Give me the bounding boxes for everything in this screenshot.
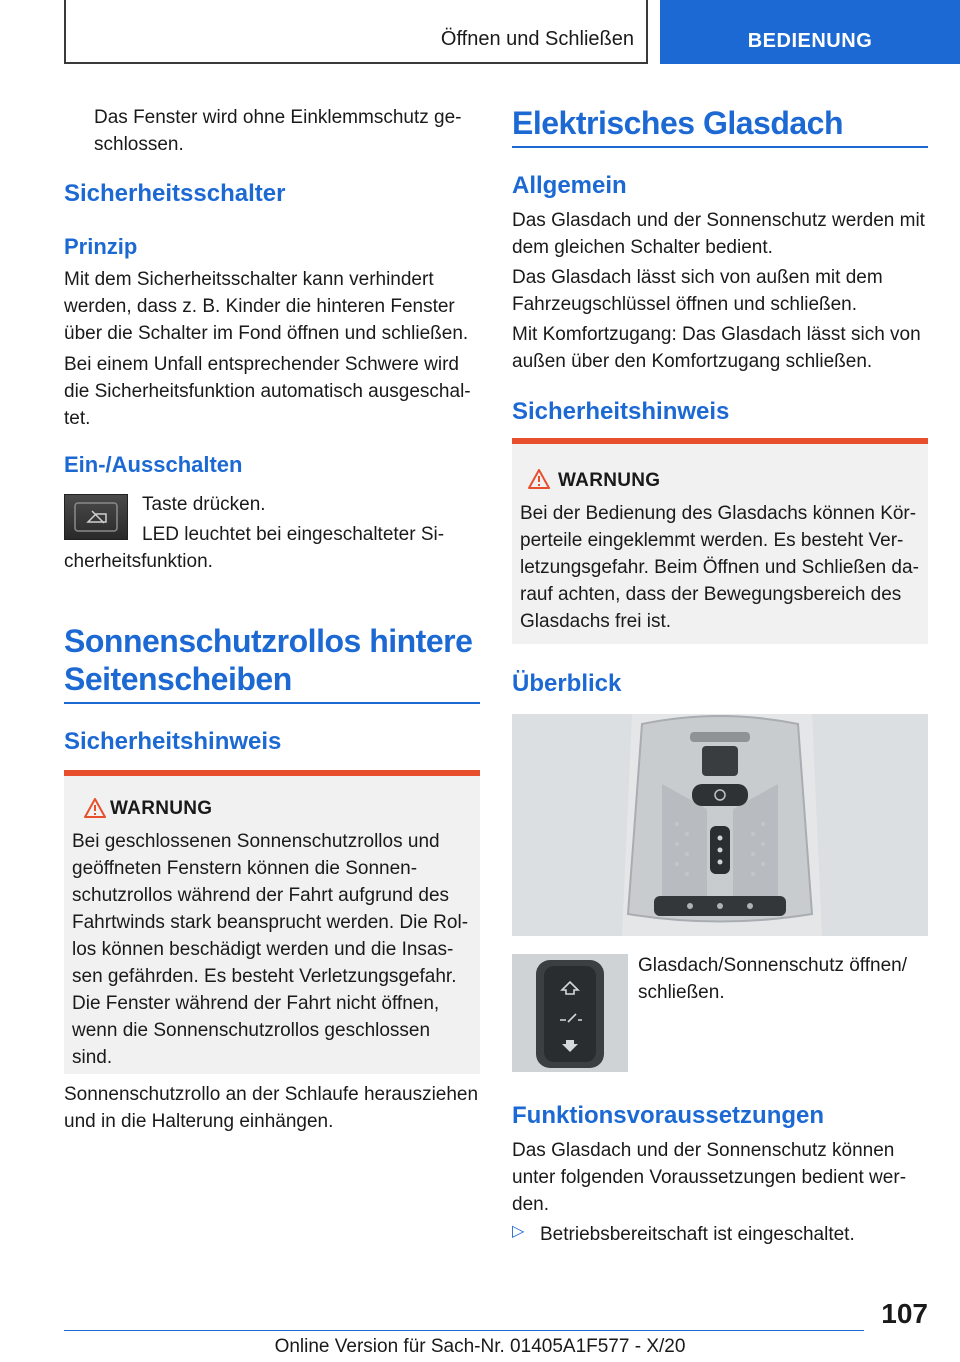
sunblind-warning-label: WARNUNG	[110, 798, 213, 819]
principle-text-1: Mit dem Sicherheitsschalter kann verhindert werden, dass z. B. Kinder die hinteren Fenster über die Schalter im Fond öffnen und schließen.	[64, 269, 469, 344]
general-text-2: Das Glasdach lässt sich von außen mit dem Fahrzeugschlüssel öffnen und schließen.	[512, 267, 883, 315]
requirements-text: Das Glasdach und der Sonnenschutz können unter folgenden Voraussetzungen bedient werden.	[512, 1140, 907, 1215]
sunblind-heading-rule	[64, 702, 480, 704]
header-section-title: Öffnen und Schließen	[440, 28, 634, 50]
bullet-triangle-icon: ▷	[512, 1223, 525, 1240]
general-text-1: Das Glasdach und der Sonnenschutz werden mit dem gleichen Schalter bedient.	[512, 210, 925, 258]
principle-text-2: Bei einem Unfall entsprechender Schwere wird die Sicherheitsfunktion automatisch ausgeschaltet.	[64, 354, 471, 429]
roof-safety-heading: Sicherheitshinweis	[512, 398, 730, 425]
header-chapter-label: BEDIENUNG	[747, 30, 873, 52]
intro-text: Das Fenster wird ohne Einklemmschutz geschlossen.	[94, 107, 462, 155]
requirements-heading: Funktionsvoraussetzungen	[512, 1102, 825, 1129]
requirements-bullet: Betriebsbereitschaft ist eingeschaltet.	[540, 1224, 855, 1245]
sunblind-heading: Sonnenschutzrollos hintere Seitenscheiben	[64, 623, 473, 697]
header-chapter-tab	[660, 0, 960, 64]
overview-heading: Überblick	[512, 670, 622, 697]
footer-rule	[64, 1330, 864, 1331]
roof-warning-label: WARNUNG	[558, 470, 661, 491]
onoff-step-2: LED leuchtet bei eingeschalteter Sicherheitsfunktion.	[64, 524, 445, 572]
warning-triangle-icon	[84, 798, 106, 823]
roof-warning-text: Bei der Bedienung des Glasdachs können Körperteile eingeklemmt werden. Es besteht Verletzungsgefahr. Beim Öffnen und Schließen darauf achten, dass der Bewegungsbereich des Glasdachs frei ist.	[520, 503, 919, 632]
switch-caption: Glasdach/Sonnenschutz öffnen/ schließen.	[638, 955, 908, 1003]
sunblind-instruction: Sonnenschutzrollo an der Schlaufe herausziehen und in die Halterung einhängen.	[64, 1084, 479, 1132]
onoff-heading: Ein-/Ausschalten	[64, 452, 243, 477]
footer-version-text: Online Version für Sach-Nr. 01405A1F577 - X/20	[274, 1336, 686, 1357]
glass-roof-heading-rule	[512, 146, 928, 148]
roof-warning-box	[512, 438, 928, 644]
sunblind-warning-box	[64, 770, 480, 1074]
page-number: 107	[881, 1298, 928, 1329]
glass-roof-heading: Elektrisches Glasdach	[512, 105, 844, 141]
sunblind-safety-heading: Sicherheitshinweis	[64, 728, 282, 755]
roof-console-photo	[512, 714, 928, 936]
sunblind-warning-text: Bei geschlossenen Sonnenschutzrollos und geöffneten Fenstern können die Sonnenschutzrollos während der Fahrt aufgrund des Fahrtwinds stark beansprucht werden. Die Rollos können beschädigt werden und die Insassen gefährden. Es besteht Verletzungsgefahr. Die Fenster während der Fahrt nicht öffnen, wenn die Sonnenschutzrollos geschlossen sind.	[72, 831, 469, 1068]
roof-switch-photo	[512, 954, 628, 1072]
general-text-3: Mit Komfortzugang: Das Glasdach lässt sich von außen über den Komfortzugang schließen.	[512, 324, 921, 372]
principle-heading: Prinzip	[64, 234, 138, 259]
safety-switch-heading: Sicherheitsschalter	[64, 180, 286, 207]
onoff-step-1: Taste drücken.	[142, 494, 266, 515]
warning-triangle-icon	[528, 469, 550, 494]
general-heading: Allgemein	[512, 172, 627, 199]
